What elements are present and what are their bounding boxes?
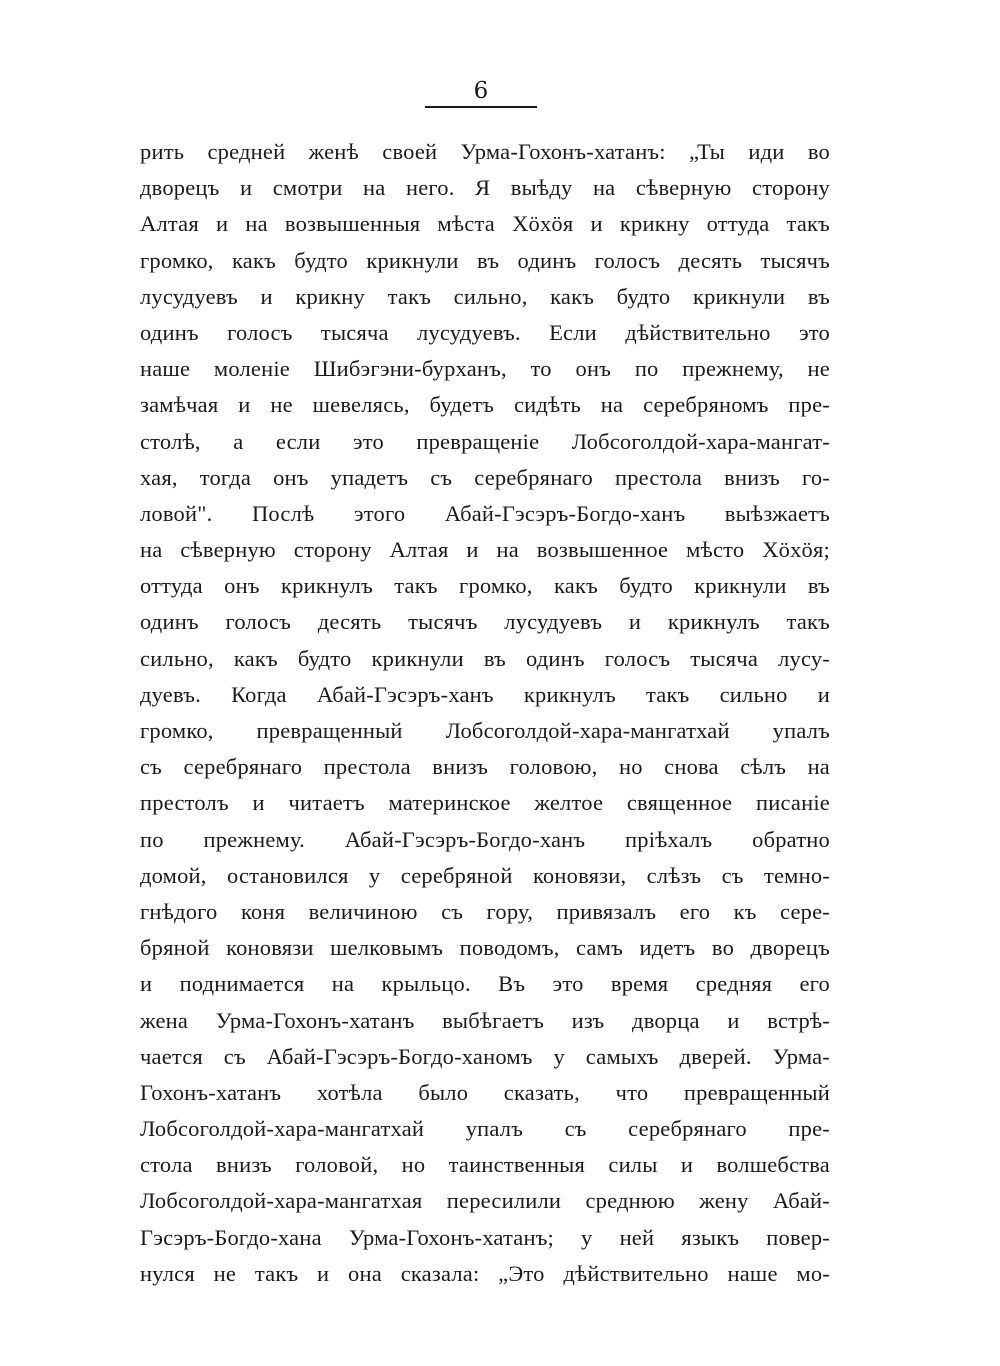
text-line: одинъ голосъ десять тысячъ лусудуевъ и крикнулъ такъ — [140, 609, 830, 635]
text-line: наше моленіе Шибэгэни-бурханъ, то онъ по прежнему, не — [140, 356, 830, 382]
page-number: 6 — [473, 78, 489, 104]
text-line: столѣ, а если это превращеніе Лобсоголдой-хара-мангат- — [140, 428, 830, 454]
text-line: по прежнему. Абай-Гэсэръ-Богдо-ханъ пріѣхалъ обратно — [140, 826, 830, 852]
text-line: Гэсэръ-Богдо-хана Урма-Гохонъ-хатанъ; у ней языкъ повер- — [140, 1224, 830, 1250]
text-line: дворецъ и смотри на него. Я выѣду на сѣверную сторону — [140, 175, 830, 201]
text-line: дуевъ. Когда Абай-Гэсэръ-ханъ крикнулъ такъ сильно и — [140, 681, 830, 707]
text-line: сильно, какъ будто крикнули въ одинъ голосъ тысяча лусу- — [140, 645, 830, 671]
text-line: бряной коновязи шелковымъ поводомъ, самъ идетъ во дворецъ — [140, 935, 830, 961]
text-line: Лобсоголдой-хара-мангатхай упалъ съ серебрянаго пре- — [140, 1116, 830, 1142]
text-line: и поднимается на крыльцо. Въ это время средняя его — [140, 971, 830, 997]
text-line: домой, остановился у серебряной коновязи, слѣзъ съ темно- — [140, 862, 830, 888]
text-line: рить средней женѣ своей Урма-Гохонъ-хатанъ: „Ты иди во — [140, 139, 830, 164]
text-line: громко, превращенный Лобсоголдой-хара-мангатхай упалъ — [140, 718, 830, 743]
text-line: Лобсоголдой-хара-мангатхая пересилили среднюю жену Абай- — [140, 1188, 830, 1214]
text-line: Алтая и на возвышенныя мѣста Хӧхӧя и крикну оттуда такъ — [140, 211, 830, 237]
text-line: Гохонъ-хатанъ хотѣла было сказать, что превращенный — [140, 1079, 830, 1105]
text-line: лусудуевъ и крикну такъ сильно, какъ будто крикнули въ — [140, 283, 830, 309]
body-text — [140, 134, 830, 1292]
text-line: замѣчая и не шевелясь, будетъ сидѣть на серебряномъ пре- — [140, 392, 830, 418]
text-line: громко, какъ будто крикнули въ одинъ голосъ десять тысячъ — [140, 247, 830, 273]
page-number-rule — [425, 106, 537, 108]
text-line: хая, тогда онъ упадетъ съ серебрянаго престола внизъ го- — [140, 464, 830, 490]
text-line: жена Урма-Гохонъ-хатанъ выбѣгаетъ изъ дворца и встрѣ- — [140, 1007, 830, 1033]
text-line: на сѣверную сторону Алтая и на возвышенное мѣсто Хӧхӧя; — [140, 537, 830, 563]
text-line: чается съ Абай-Гэсэръ-Богдо-ханомъ у самыхъ дверей. Урма- — [140, 1043, 830, 1069]
text-line: гнѣдого коня величиною съ гору, привязалъ его къ сере- — [140, 898, 830, 924]
text-line: престолъ и читаетъ материнское желтое священное писаніе — [140, 790, 830, 816]
text-line: стола внизъ головой, но таинственныя силы и волшебства — [140, 1152, 830, 1178]
text-line: ловой". Послѣ этого Абай-Гэсэръ-Богдо-ханъ выѣзжаетъ — [140, 500, 830, 526]
text-line: нулся не такъ и она сказала: „Это дѣйствительно наше мо- — [140, 1260, 830, 1286]
text-line: съ серебрянаго престола внизъ головою, но снова сѣлъ на — [140, 754, 830, 780]
text-line: оттуда онъ крикнулъ такъ громко, какъ будто крикнули въ — [140, 573, 830, 599]
text-line: одинъ голосъ тысяча лусудуевъ. Если дѣйствительно это — [140, 319, 830, 345]
